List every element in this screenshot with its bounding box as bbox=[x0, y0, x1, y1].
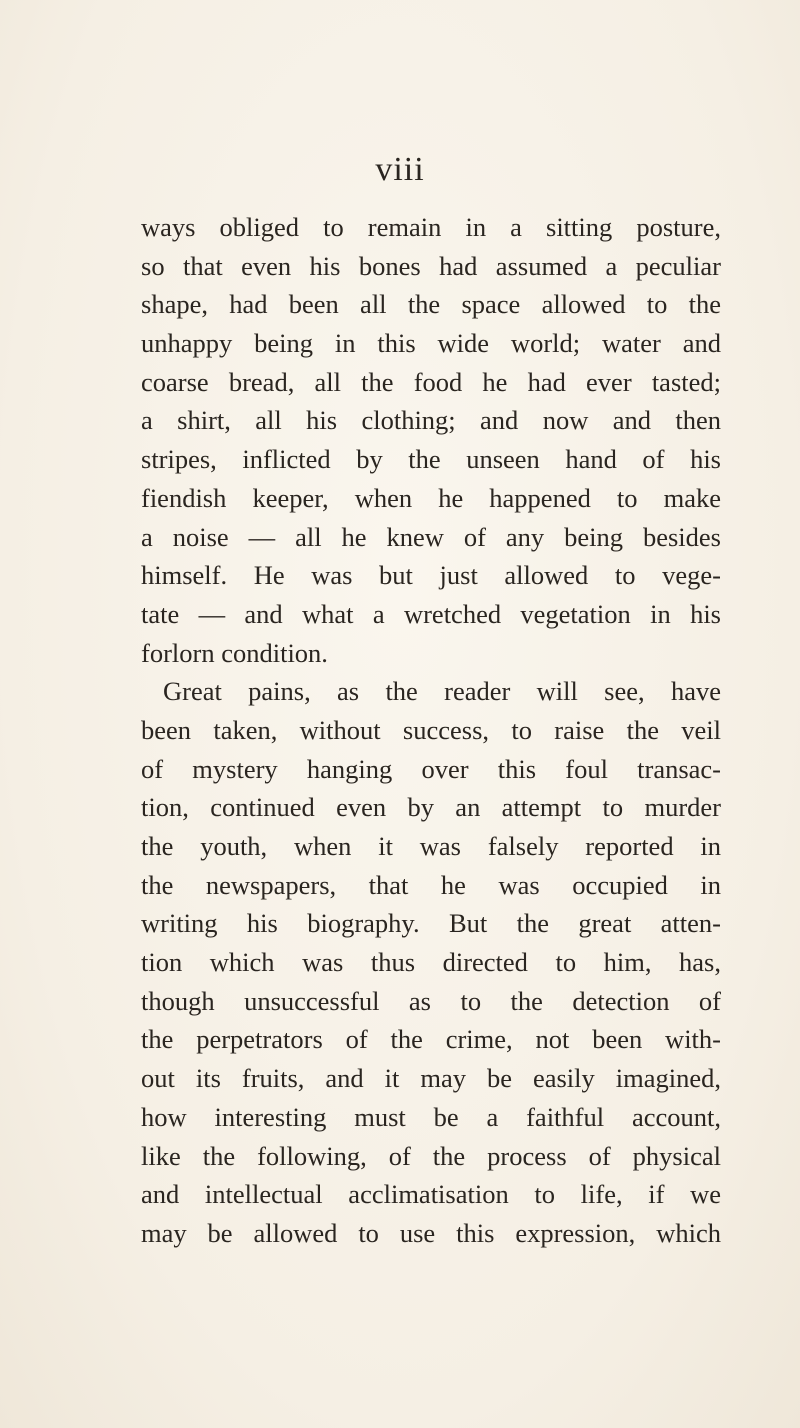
text-line: forlorn condition. bbox=[141, 637, 328, 668]
text-line: himself. He was but just allowed to vege- bbox=[141, 560, 721, 591]
text-line: may be allowed to use this expression, which bbox=[141, 1217, 721, 1248]
text-line: stripes, inflicted by the unseen hand of his bbox=[141, 444, 721, 475]
text-line: writing his biography. But the great atten- bbox=[141, 908, 721, 939]
text-line: the perpetrators of the crime, not been with- bbox=[141, 1024, 721, 1055]
text-line: tion, continued even by an attempt to murder bbox=[141, 792, 721, 823]
text-line: fiendish keeper, when he happened to make bbox=[141, 482, 721, 513]
text-line: a noise — all he knew of any being besides bbox=[141, 521, 721, 552]
text-line: a shirt, all his clothing; and now and then bbox=[141, 405, 721, 436]
text-line: unhappy being in this wide world; water and bbox=[141, 328, 721, 359]
text-line: of mystery hanging over this foul transac- bbox=[141, 753, 721, 784]
text-line: been taken, without success, to raise the veil bbox=[141, 714, 721, 745]
text-line: so that even his bones had assumed a peculiar bbox=[141, 250, 721, 281]
text-line: tion which was thus directed to him, has, bbox=[141, 947, 721, 978]
text-line: tate — and what a wretched vegetation in his bbox=[141, 598, 721, 629]
text-line: the newspapers, that he was occupied in bbox=[141, 869, 721, 900]
text-line: like the following, of the process of physical bbox=[141, 1140, 721, 1171]
text-line: Great pains, as the reader will see, have bbox=[163, 676, 721, 707]
text-line: shape, had been all the space allowed to the bbox=[141, 289, 721, 320]
text-line: coarse bread, all the food he had ever tasted; bbox=[141, 366, 721, 397]
text-line: how interesting must be a faithful account, bbox=[141, 1101, 721, 1132]
body-text bbox=[141, 208, 721, 1253]
text-line: out its fruits, and it may be easily imagined, bbox=[141, 1063, 721, 1094]
text-line: the youth, when it was falsely reported in bbox=[141, 831, 721, 861]
text-line: ways obliged to remain in a sitting posture, bbox=[141, 212, 721, 242]
text-line: though unsuccessful as to the detection of bbox=[141, 985, 721, 1016]
page-number: viii bbox=[375, 151, 425, 188]
text-line: and intellectual acclimatisation to life, if we bbox=[141, 1179, 721, 1210]
